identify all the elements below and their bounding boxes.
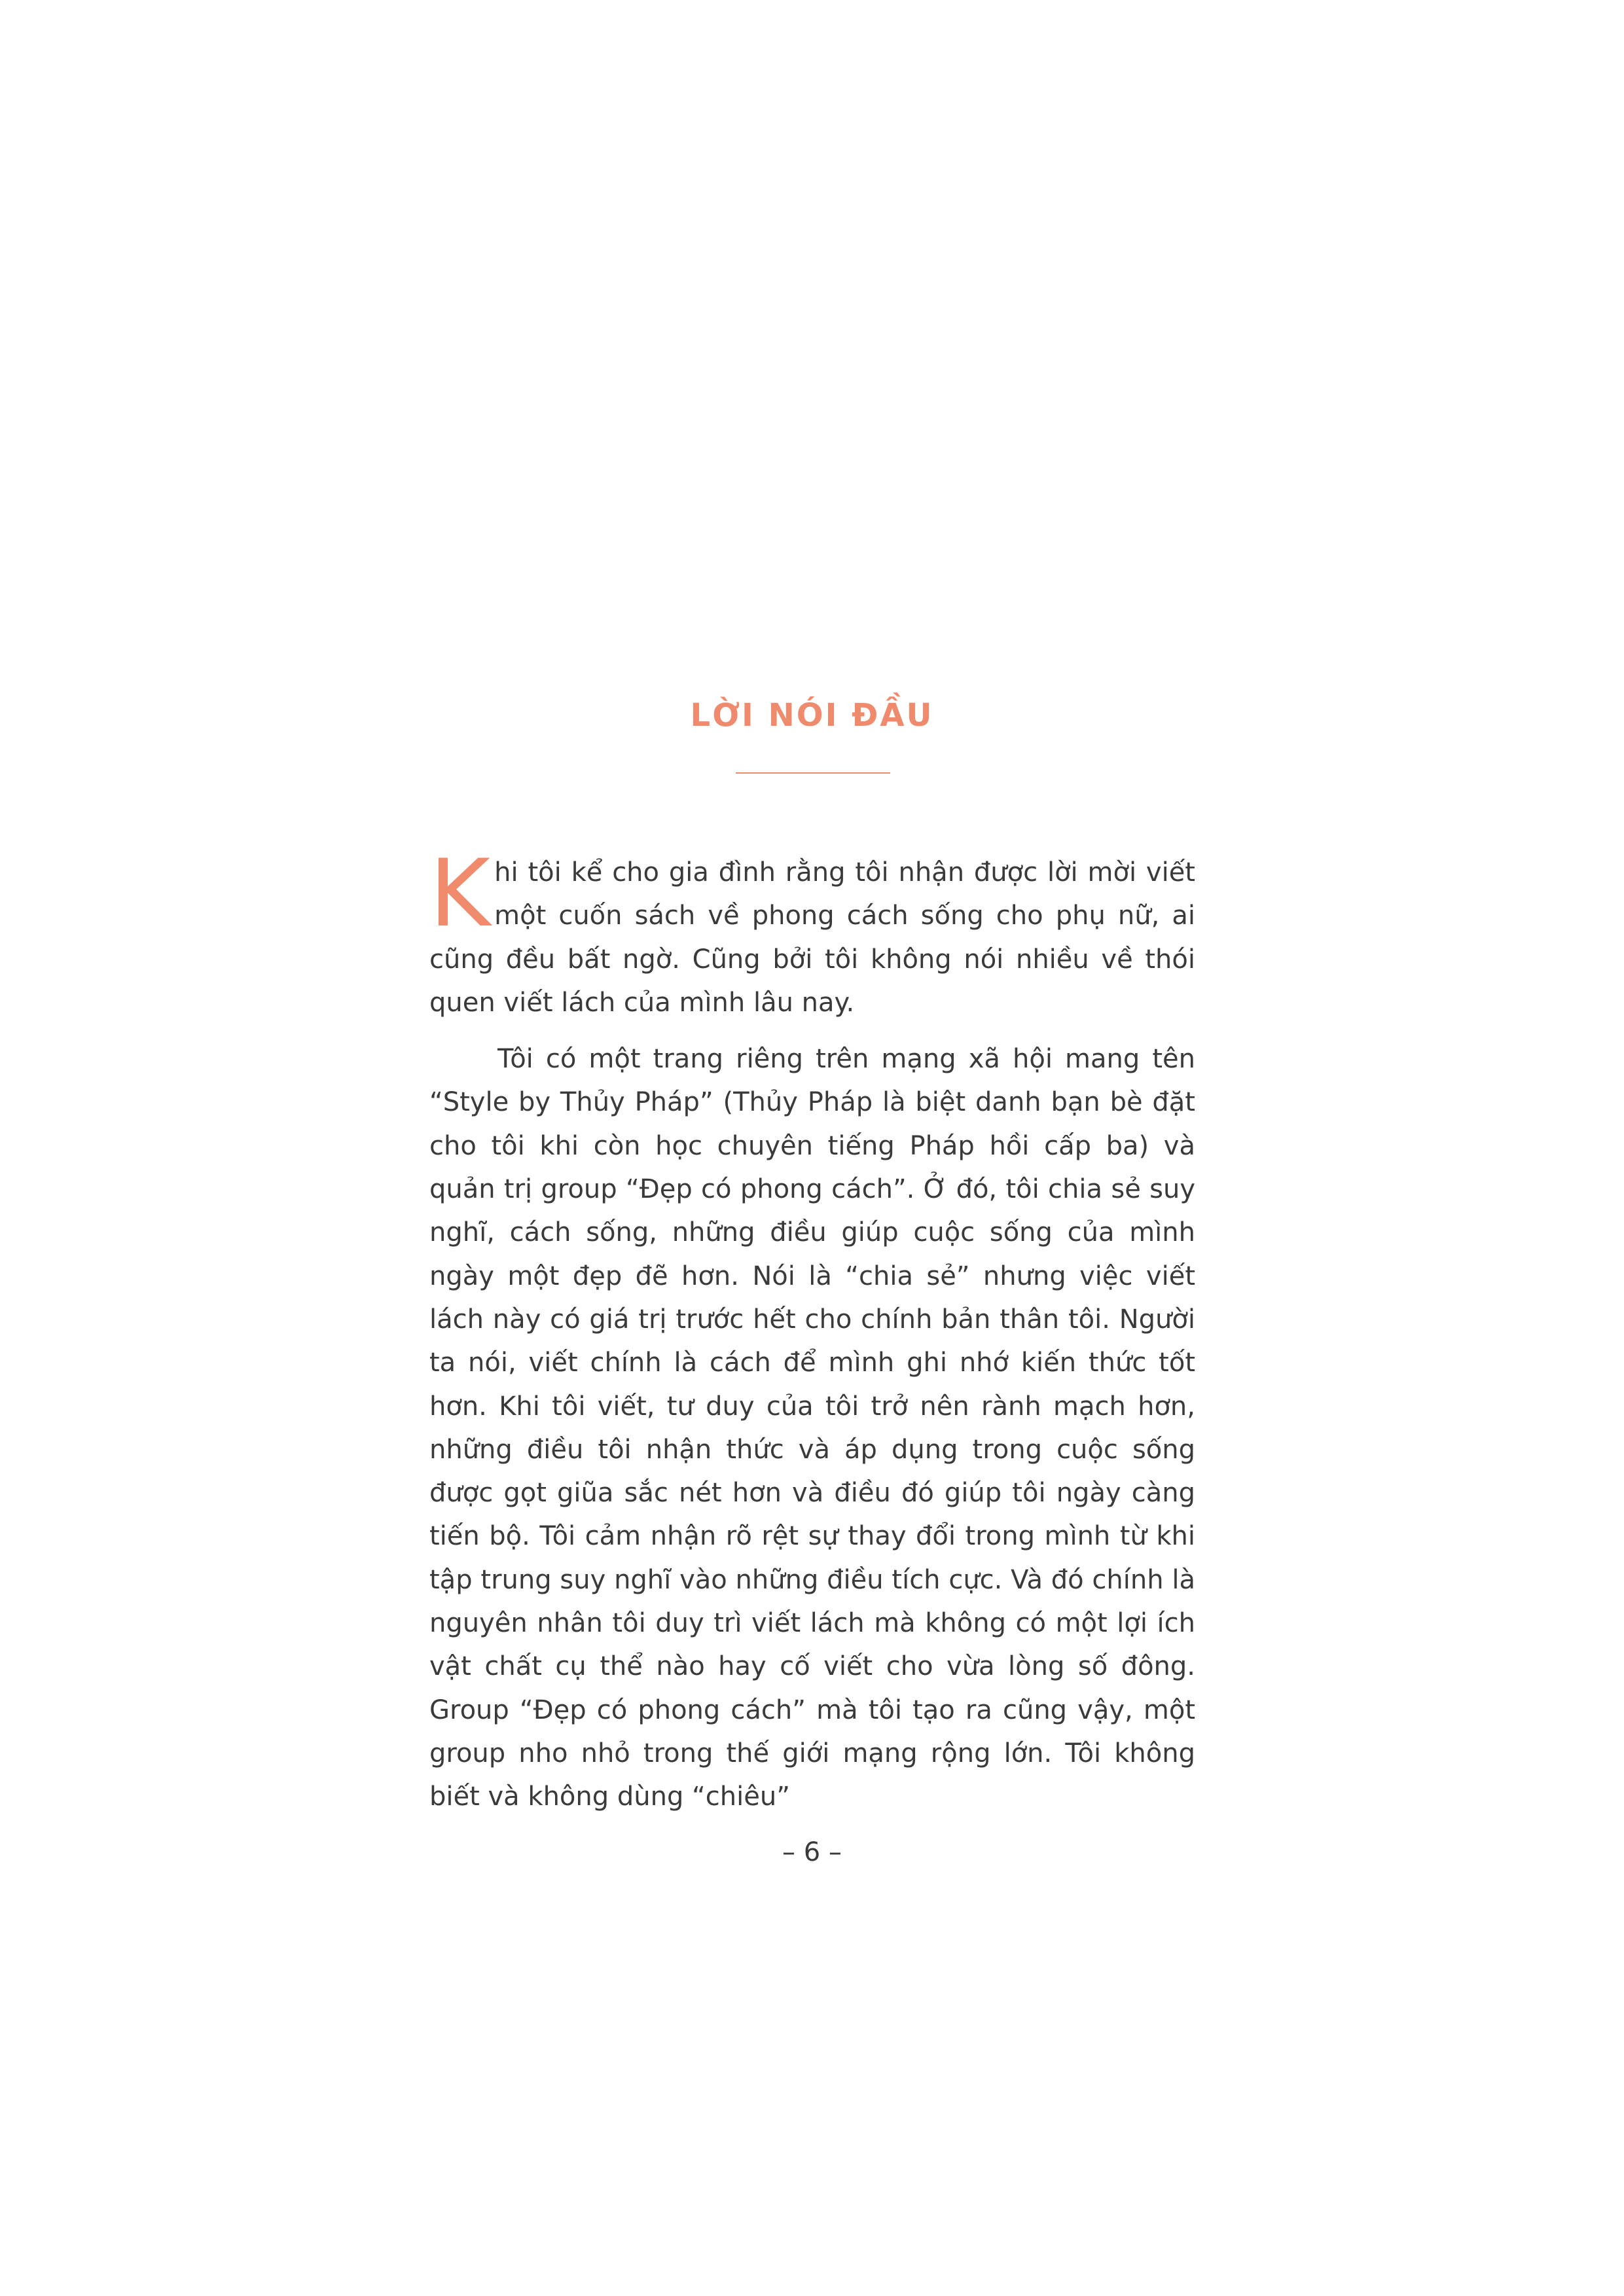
paragraph-2: Tôi có một trang riêng trên mạng xã hội mang tên “Style by Thủy Pháp” (Thủy Pháp là biệt danh bạn bè đặt cho tôi khi còn học chuyên tiếng Pháp hồi cấp ba) và quản trị group “Đẹp có phong cách”. Ở đó, tôi chia sẻ suy nghĩ, cách sống, những điều giúp cuộc sống của mình ngày một đẹp đẽ hơn. Nói là “chia sẻ” nhưng việc viết lách này có giá trị trước hết cho chính bản thân tôi. Người ta nói, viết chính là cách để mình ghi nhớ kiến thức tốt hơn. Khi tôi viết, tư duy của tôi trở nên rành mạch hơn, những điều tôi nhận thức và áp dụng trong cuộc sống được gọt giũa sắc nét hơn và điều đó giúp tôi ngày càng tiến bộ. Tôi cảm nhận rõ rệt sự thay đổi trong mình từ khi tập trung suy nghĩ vào những điều tích cực. Và đó chính là nguyên nhân tôi duy trì viết lách mà không có một lợi ích vật chất cụ thể nào hay cố viết cho vừa lòng số đông. Group “Đẹp có phong cách” mà tôi tạo ra cũng vậy, một group nho nhỏ trong thế giới mạng rộng lớn. Tôi không biết và không dùng “chiêu” [429,1044,1195,1812]
page-number: – 6 – [782,1837,842,1867]
title-underline-divider [736,772,890,774]
paragraph-1 [429,840,1195,1024]
chapter-title: LỜI NÓI ĐẦU [690,697,934,734]
body-text [429,840,1195,1819]
paragraph-1-text: hi tôi kể cho gia đình rằng tôi nhận được lời mời viết một cuốn sách về phong cách sống cho phụ nữ, ai cũng đều bất ngờ. Cũng bởi tôi không nói nhiều về thói quen viết lách của mình lâu nay. [429,857,1195,1018]
drop-cap-letter: K [429,840,491,948]
